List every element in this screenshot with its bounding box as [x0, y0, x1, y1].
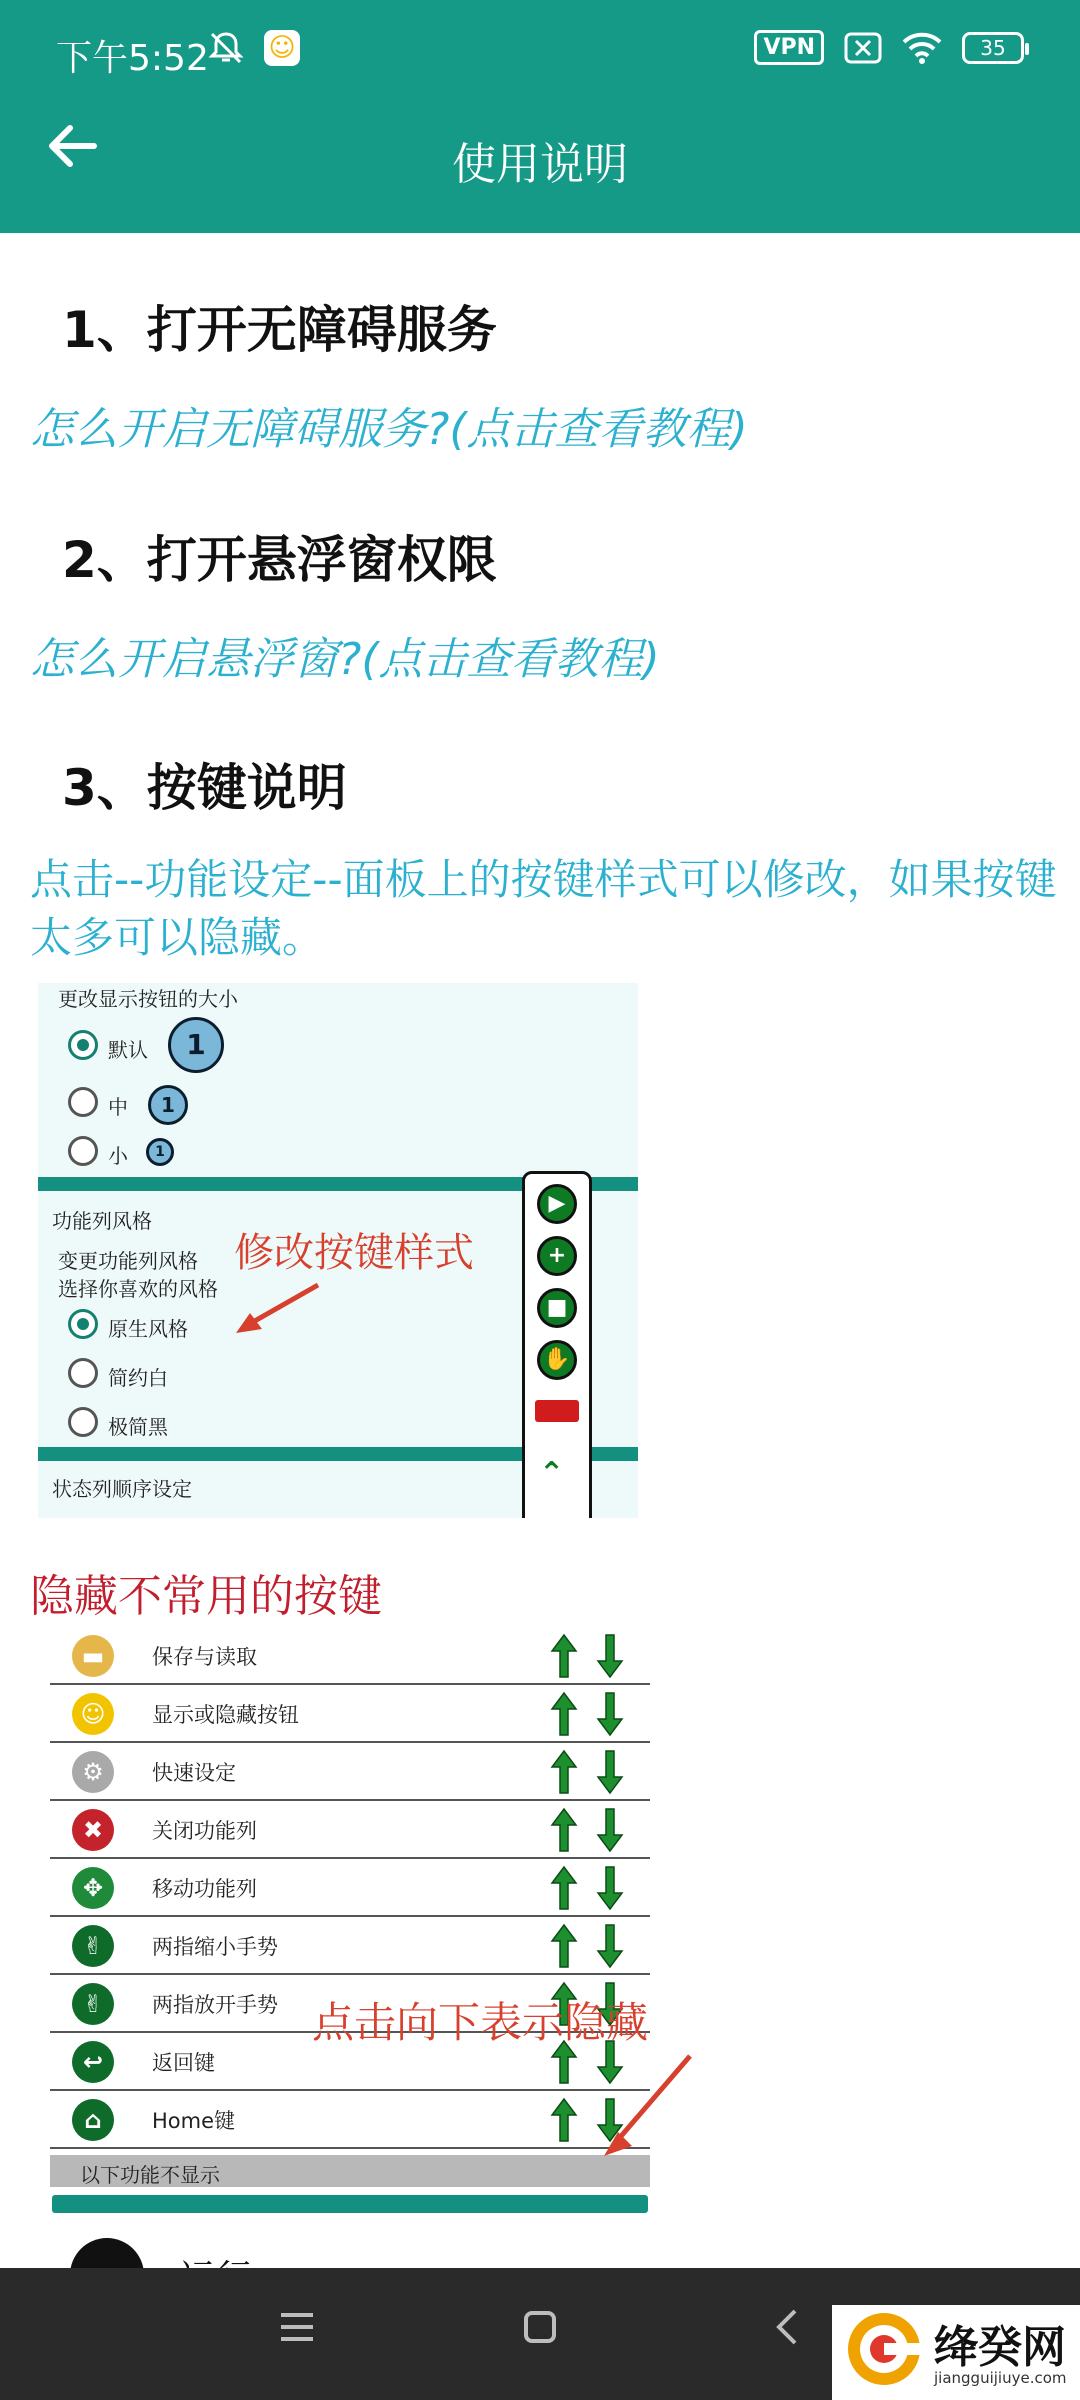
- chevron-up-icon: ⌃: [539, 1456, 565, 1491]
- size-option-small: 小: [108, 1144, 128, 1168]
- menu-icon: [277, 2307, 317, 2347]
- size-option-default: 默认: [108, 1038, 148, 1062]
- list-item-label: 保存与读取: [152, 1645, 257, 1669]
- watermark-name: 绛癸网: [934, 2322, 1066, 2373]
- list-item-label: 快速设定: [152, 1761, 236, 1785]
- hide-annotation: 点击向下表示隐藏: [312, 1998, 649, 2047]
- style-option-white: 简约白: [108, 1366, 168, 1390]
- move-icon: ✥: [72, 1867, 114, 1909]
- notification-app-icon: ☺: [264, 30, 300, 66]
- page-title: 使用说明: [452, 139, 628, 190]
- list-item: [50, 2091, 650, 2149]
- style-annotation: 修改按键样式: [234, 1230, 474, 1276]
- plus-icon: +: [537, 1236, 577, 1276]
- key-description: 点击--功能设定--面板上的按键样式可以修改，如果按键太多可以隐藏。: [30, 855, 1057, 962]
- arrow-up-icon[interactable]: [550, 1691, 578, 1737]
- recents-button[interactable]: [262, 2298, 332, 2368]
- arrow-down-icon[interactable]: [596, 1749, 624, 1795]
- tap-icon: ✋: [537, 1340, 577, 1380]
- step-1-heading: 1、打开无障碍服务: [62, 301, 497, 359]
- arrow-down-icon[interactable]: [596, 1691, 624, 1737]
- hidden-section-label: 以下功能不显示: [80, 2163, 220, 2187]
- close-icon: ✖: [72, 1809, 114, 1851]
- function-bar-subtitle: 变更功能列风格: [58, 1249, 198, 1273]
- app-header: [0, 0, 1080, 233]
- arrow-up-icon[interactable]: [550, 1633, 578, 1679]
- list-item: [50, 1685, 650, 1743]
- divider: [52, 2195, 648, 2213]
- crosshair-icon: 1: [146, 1138, 174, 1166]
- watermark: [832, 2305, 1080, 2400]
- watermark-logo-icon: [844, 2309, 924, 2389]
- list-item-label: 两指缩小手势: [152, 1935, 278, 1959]
- mute-icon: [206, 28, 246, 68]
- annotation-arrow-icon: [590, 2050, 700, 2160]
- function-bar-hint: 选择你喜欢的风格: [58, 1277, 218, 1301]
- overlay-tutorial-link[interactable]: 怎么开启悬浮窗?(点击查看教程): [30, 634, 660, 685]
- arrow-down-icon[interactable]: [596, 1807, 624, 1853]
- arrow-down-icon[interactable]: [596, 1633, 624, 1679]
- arrow-up-icon[interactable]: [550, 2097, 578, 2143]
- status-icons-right: [754, 30, 1024, 65]
- sim-off-icon: [844, 32, 882, 64]
- annotation-arrow-icon: [226, 1279, 326, 1339]
- list-item: [50, 1859, 650, 1917]
- settings-screenshot: [38, 983, 638, 1518]
- home-button[interactable]: [505, 2298, 575, 2368]
- arrow-up-icon[interactable]: [550, 1807, 578, 1853]
- list-item: [50, 1627, 650, 1685]
- style-option-black: 极简黑: [108, 1415, 168, 1439]
- gear-icon: ⚙: [72, 1751, 114, 1793]
- size-title: 更改显示按钮的大小: [58, 987, 238, 1011]
- crosshair-icon: 1: [148, 1085, 188, 1125]
- arrow-down-icon[interactable]: [596, 1865, 624, 1911]
- pinch-in-icon: ✌: [72, 1925, 114, 1967]
- arrow-up-icon[interactable]: [550, 1749, 578, 1795]
- status-icons-left: [206, 28, 300, 68]
- style-radio-black: [68, 1407, 98, 1437]
- battery-icon: 35: [962, 32, 1024, 64]
- arrow-up-icon[interactable]: [550, 1923, 578, 1969]
- size-radio-default: [68, 1030, 98, 1060]
- list-item-label: 返回键: [152, 2051, 215, 2075]
- style-option-native: 原生风格: [108, 1317, 188, 1341]
- square-icon: [520, 2307, 560, 2347]
- arrow-up-icon[interactable]: [550, 1865, 578, 1911]
- arrow-down-icon[interactable]: [596, 1923, 624, 1969]
- list-item-label: 显示或隐藏按钮: [152, 1703, 299, 1727]
- hide-keys-heading: 隐藏不常用的按键: [30, 1571, 382, 1622]
- size-option-medium: 中: [108, 1095, 128, 1119]
- camera-icon: ■: [537, 1288, 577, 1328]
- play-icon: ▶: [537, 1184, 577, 1224]
- hide-keys-screenshot: [50, 1627, 650, 2240]
- style-radio-white: [68, 1358, 98, 1388]
- function-bar-title: 功能列风格: [52, 1209, 152, 1233]
- style-radio-native: [68, 1309, 98, 1339]
- folder-icon: ▬: [72, 1635, 114, 1677]
- size-radio-small: [68, 1136, 98, 1166]
- size-radio-medium: [68, 1087, 98, 1117]
- step-3-heading: 3、按键说明: [62, 759, 347, 817]
- list-item-label: 移动功能列: [152, 1877, 257, 1901]
- list-item-label: 两指放开手势: [152, 1993, 278, 2017]
- list-item: [50, 1917, 650, 1975]
- step-2-heading: 2、打开悬浮窗权限: [62, 531, 497, 589]
- smiley-icon: ☺: [72, 1693, 114, 1735]
- hidden-section-bar: [50, 2155, 650, 2187]
- nav-back-button[interactable]: [752, 2298, 822, 2368]
- status-order-title: 状态列顺序设定: [52, 1477, 192, 1501]
- pinch-out-icon: ✌: [72, 1983, 114, 2025]
- wifi-icon: [902, 32, 942, 64]
- list-item-label: 关闭功能列: [152, 1819, 257, 1843]
- accessibility-tutorial-link[interactable]: 怎么开启无障碍服务?(点击查看教程): [30, 404, 748, 455]
- list-item: [50, 1743, 650, 1801]
- watermark-url: jiangguijiuye.com: [934, 2369, 1067, 2387]
- list-item: [50, 1801, 650, 1859]
- home-icon: ⌂: [72, 2099, 114, 2141]
- stop-icon: [535, 1400, 579, 1422]
- function-bar-preview: [522, 1171, 592, 1518]
- status-time: 下午5:52: [56, 38, 209, 79]
- list-item-label: Home键: [152, 2109, 236, 2133]
- back-icon: ↩: [72, 2041, 114, 2083]
- crosshair-icon: 1: [168, 1017, 224, 1073]
- vpn-icon: VPN: [754, 30, 824, 65]
- chevron-left-icon: [767, 2307, 807, 2347]
